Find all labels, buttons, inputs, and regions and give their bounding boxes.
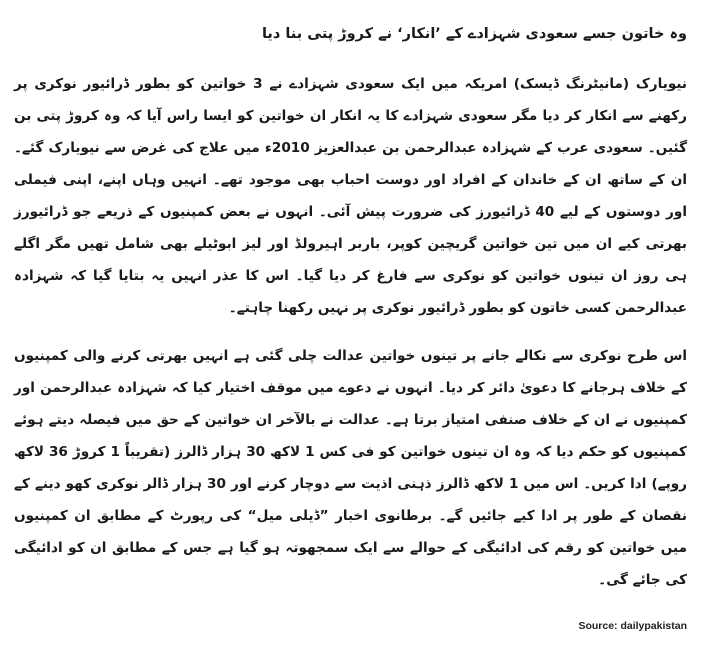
article-paragraph-2: اس طرح نوکری سے نکالے جانے پر تینوں خواتین عدالت چلی گئی ہے انہیں بھرتی کرنے والی کمپنیوں کے خلاف ہرجانے کا دعویٰ دائر کر دیا۔ انہوں نے دعوے میں موقف اختیار کیا کہ شہزادہ عبدالرحمن اور کمپنیوں نے ان کے خلاف صنفی امتیاز برتا ہے۔ عدالت نے بالآخر ان خواتین کے حق میں فیصلہ دیتے ہوئے کمپنیوں کو حکم دیا کہ وہ ان تینوں خواتین کو فی کس 1 لاکھ 30 ہزار ڈالرز (تقریباً 1 کروڑ 36 لاکھ روپے) ادا کریں۔ اس میں 1 لاکھ ڈالرز ذہنی اذیت سے دوچار کرنے اور 30 ہزار ڈالر نوکری کھو دینے کے نقصان کے طور پر ادا کیے جائیں گے۔ برطانوی اخبار ”ڈیلی میل“ کی رپورٹ کے مطابق ان کمپنیوں میں خواتین کو رقم کی ادائیگی کے حوالے سے ایک سمجھوتہ ہو گیا ہے جس کے مطابق ان کو ادائیگی کی جائے گی۔ bbox=[14, 348, 687, 588]
article-paragraph-1: نیویارک (مانیٹرنگ ڈیسک) امریکہ میں ایک سعودی شہزادے نے 3 خواتین کو بطور ڈرائیور نوکری پر رکھنے سے انکار کر دیا مگر سعودی شہزادے کا یہ انکار ان خواتین کو ایسا راس آیا کہ وہ کروڑ پتی بن گئیں۔ سعودی عرب کے شہزادہ عبدالرحمن بن عبدالعزیز 2010ء میں علاج کی غرض سے نیویارک گئے۔ ان کے ساتھ ان کے خاندان کے افراد اور دوست احباب بھی موجود تھے۔ انہیں وہاں اپنے، اپنی فیملی اور دوستوں کے لیے 40 ڈرائیورز کی ضرورت پیش آئی۔ انہوں نے بعض کمپنیوں کے ذریعے جو ڈرائیورز بھرتی کیے ان میں تین خواتین گریچین کوپر، باربر اہیرولڈ اور لیز ابوٹیلے بھی شامل تھیں مگر اگلے ہی روز ان تینوں خواتین کو نوکری سے فارغ کر دیا گیا۔ اس کا عذر انہیں یہ بتایا گیا کہ شہزادہ عبدالرحمن کسی خاتون کو بطور ڈرائیور نوکری پر نہیں رکھنا چاہتے۔ bbox=[14, 76, 688, 316]
article bbox=[14, 22, 687, 612]
article-headline: وہ خاتون جسے سعودی شہزادے کے ’انکار‘ نے کروڑ پتی بنا دیا bbox=[261, 26, 687, 42]
source-credit: Source: dailypakistan bbox=[578, 620, 687, 632]
